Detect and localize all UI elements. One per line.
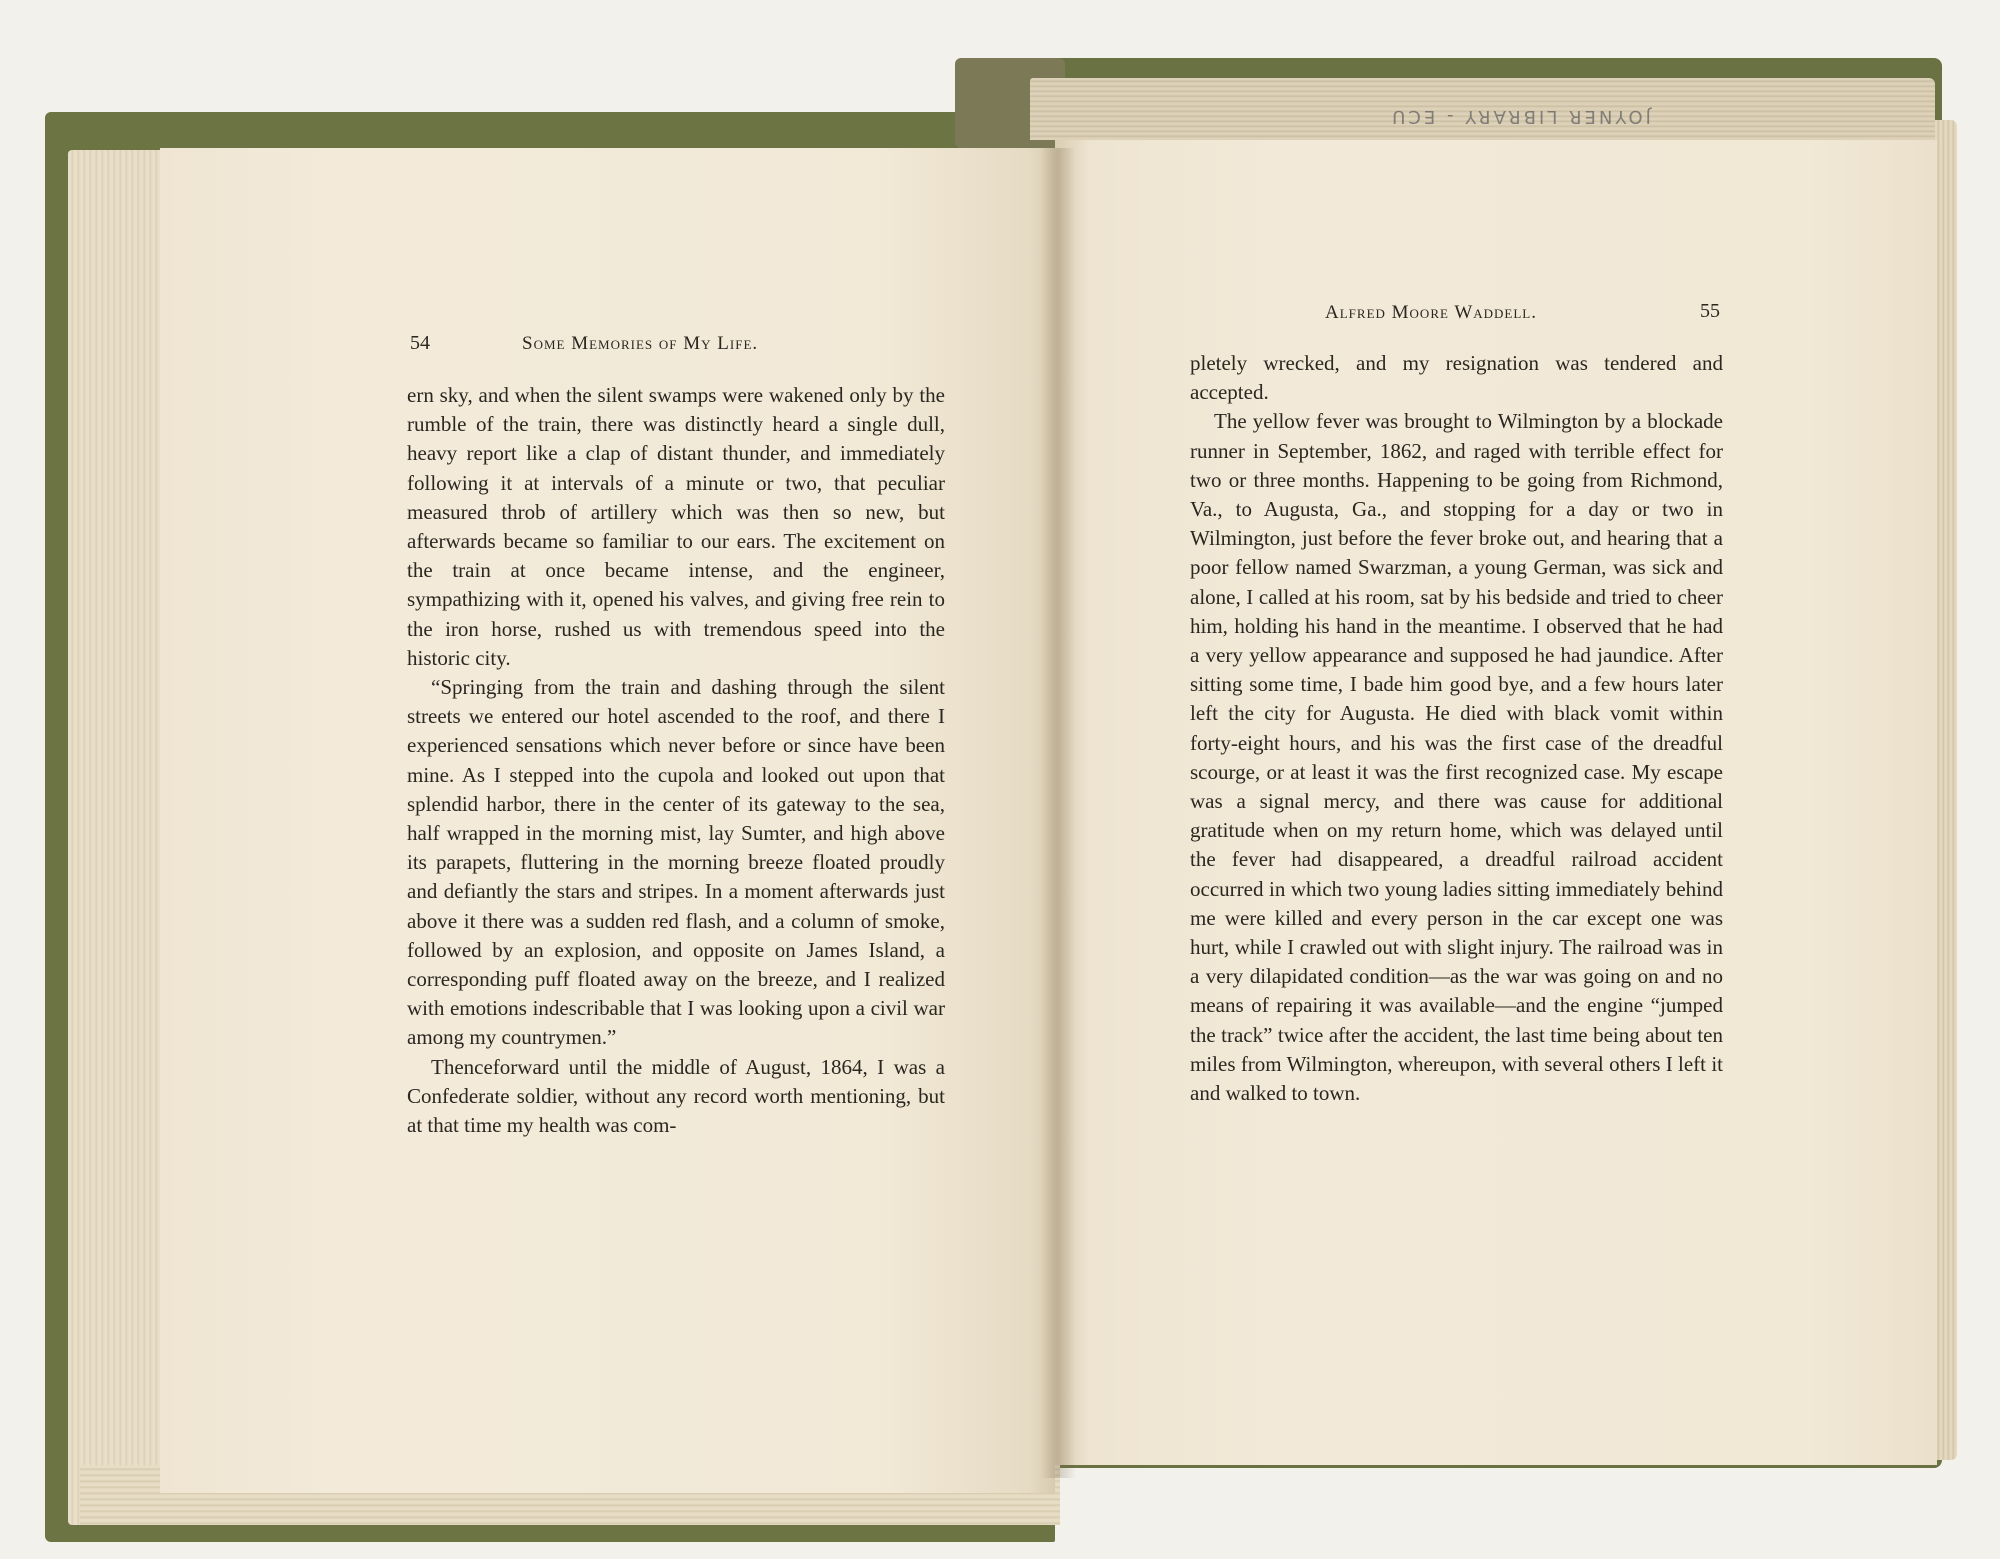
left-paragraph: Thenceforward until the middle of August, 1864, I was a Confederate soldier, without any record worth mentioning, but at that time my health was com- xyxy=(407,1054,945,1138)
right-paragraph: The yellow fever was brought to Wilmington by a blockade runner in September, 1862, and raged with terrible effect for two or three months. Happening to be going from Richmond, Va., to Augusta, Ga., and stopping for a day or two in Wilmington, just before the fever broke out, and hearing that a poor fellow named Swarzman, a young German, was sick and alone, I called at his room, sat by his bedside and tried to cheer him, holding his hand in the meantime. I observed that he had a very yellow appearance and supposed he had jaundice. After sitting some time, I bade him good bye, and a few hours later left the city for Augusta. He died with black vomit within forty-eight hours, and his was the first case of the dreadful scourge, or at least it was the first recognized case. My escape was a signal mercy, and there was cause for additional gratitude when on my return home, which was delayed until the fever had disappeared, a dreadful railroad accident occurred in which two young ladies sitting immediately behind me were killed and every person in the car except one was hurt, while I crawled out with slight injury. The railroad was in a very dilapidated condition—as the war was going on and no means of repairing it was available—and the engine “jumped the track” twice after the accident, the last time being about ten miles from Wilmington, whereupon, with several others I left it and walked to town. xyxy=(1190,409,1723,1106)
library-stamp: JOYNER LIBRARY - ECU xyxy=(1389,106,1651,127)
left-paragraph: “Springing from the train and dashing through the silent streets we entered our hotel ascended to the roof, and there I experienced sensations which never before or since have been mine. As I stepped into the cupola and looked out upon that splendid harbor, there in the center of its gateway to the sea, half wrapped in the morning mist, lay Sumter, and high above its parapets, fluttering in the morning breeze floated proudly and defiantly the stars and stripes. In a moment afterwards just above it there was a sudden red flash, and a column of smoke, followed by an explosion, and opposite on James Island, a corresponding puff floated away on the breeze, and I realized with emotions indescribable that I was looking upon a civil war among my countrymen.” xyxy=(407,675,945,1050)
page-edges-right xyxy=(1935,120,1957,1460)
right-page-body xyxy=(1190,349,1723,1108)
gutter-shadow xyxy=(1040,148,1076,1478)
left-page-body xyxy=(407,381,945,1140)
left-paragraph: ern sky, and when the silent swamps were wakened only by the rumble of the train, there was distinctly heard a single dull, heavy report like a clap of distant thunder, and immediately following it at intervals of a minute or two, that peculiar measured throb of artillery which was then so new, but afterwards became so familiar to our ears. The excitement on the train at once became intense, and the engineer, sympathizing with it, opened his valves, and giving free rein to the iron horse, rushed us with tremendous speed into the historic city. xyxy=(407,383,945,670)
right-page-number: 55 xyxy=(1700,300,1720,322)
left-running-head: Some Memories of My Life. xyxy=(522,333,759,354)
right-paragraph: pletely wrecked, and my resignation was tendered and accepted. xyxy=(1190,351,1723,405)
right-running-head: Alfred Moore Waddell. xyxy=(1325,302,1538,323)
left-page-number: 54 xyxy=(410,332,430,354)
